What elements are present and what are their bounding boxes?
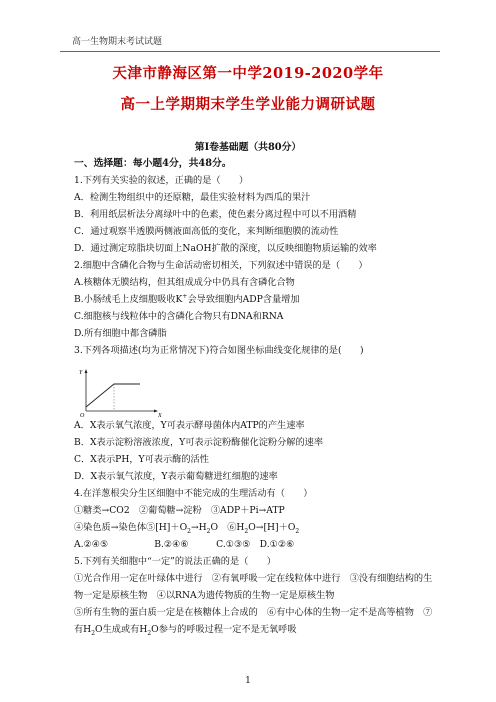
- q1-option-d: D．通过测定琼脂块切面上NaOH扩散的深度，以反映细胞物质运输的效率: [74, 243, 377, 254]
- q5-row-4-c: O参与的呼吸过程一定不是无氧呼吸: [151, 624, 297, 635]
- header-rule: [60, 51, 440, 52]
- graph-y-arrow: [85, 369, 88, 373]
- graph-x-label: X: [158, 413, 162, 417]
- q3-coordinate-graph: [78, 367, 168, 417]
- q4-row-2-s3: 2: [244, 527, 249, 535]
- q3-stem: 3.下列各项描述(均为正常情况下)符合如图坐标曲线变化规律的是( ): [74, 345, 364, 356]
- q5-row-4-a: 有H: [74, 624, 92, 635]
- title-line-1: 天津市静海区第一中学2019-2020学年: [112, 65, 384, 82]
- graph-y-label: Y: [79, 370, 83, 376]
- q3-option-c: C．X表示PH，Y可表示酶的活性: [74, 454, 209, 465]
- part-heading: 一、选择题：每小题4分，共48分。: [74, 158, 232, 169]
- q5-row-1: ①光合作用一定在叶绿体中进行 ②有氧呼吸一定在线粒体中进行 ③没有细胞结构的生: [74, 573, 433, 584]
- q2-option-b-post: 会导致细胞内ADP含量增加: [187, 294, 300, 305]
- q4-options: A.②④⑤ B.②④⑥ C.①③⑤ D.①②⑥: [74, 539, 295, 550]
- q2-option-b: [74, 294, 300, 306]
- page-header: 高一生物期末考试试题: [72, 37, 163, 47]
- q3-option-a: A．X表示氧气浓度，Y可表示酵母菌体内ATP的产生速率: [74, 420, 305, 431]
- q2-option-a: A.核糖体无膜结构，但其组成成分中仍具有含磷化合物: [74, 277, 295, 288]
- page-number: 1: [245, 676, 251, 686]
- q4-row-2-s2: 2: [206, 527, 211, 535]
- q5-row-4: [74, 624, 297, 636]
- q5-stem: 5.下列有关细胞中“一定”的说法正确的是（ ）: [74, 556, 276, 567]
- q2-option-c: C.细胞核与线粒体中的含磷化合物只有DNA和RNA: [74, 311, 284, 322]
- q2-option-b-sup: +: [182, 292, 188, 300]
- q4-stem: 4.在洋葱根尖分生区细胞中不能完成的生理活动有（ ）: [74, 488, 313, 499]
- section-heading: 第Ⅰ卷基础题（共80分）: [194, 142, 302, 153]
- graph-origin-label: O: [80, 413, 85, 417]
- q4-row-2-a: ④染色质→染色体⑤[H]＋O: [74, 522, 188, 533]
- graph-curve: [86, 384, 140, 407]
- q1-option-c: C．通过观察半透膜两侧液面高低的变化，来判断细胞膜的流动性: [74, 226, 339, 237]
- title-line-2: 高一上学期期末学生学业能力调研试题: [120, 96, 376, 113]
- q2-stem: 2.细胞中含磷化合物与生命活动密切相关，下列叙述中错误的是（ ）: [74, 260, 368, 271]
- q5-row-4-b: O生成或有H: [95, 624, 148, 635]
- q1-option-a: A．检测生物组织中的还原糖，最佳实验材料为西瓜的果汁: [74, 192, 311, 203]
- q2-option-d: D.所有细胞中都含磷脂: [74, 328, 167, 339]
- q5-row-4-s1: 2: [91, 629, 96, 637]
- q4-row-2-b: →H: [190, 522, 207, 533]
- q4-row-2: [74, 522, 299, 534]
- q4-row-2-s1: 2: [187, 527, 191, 535]
- q5-row-4-s2: 2: [147, 629, 152, 637]
- q2-option-b-pre: B.小肠绒毛上皮细胞吸收K: [74, 294, 183, 305]
- q4-row-1: ①糖类→CO2 ②葡萄糖→淀粉 ③ADP＋Pi→ATP: [74, 505, 285, 516]
- q4-row-2-c: O ⑥H: [210, 522, 245, 533]
- q3-option-d: D．X表示氧气浓度，Y表示葡萄糖进红细胞的速率: [74, 471, 278, 482]
- q5-row-2: 物一定是原核生物 ④以RNA为遗传物质的生物一定是原核生物: [74, 590, 335, 601]
- q4-row-2-s4: 2: [295, 527, 300, 535]
- q3-option-b: B．X表示淀粉溶液浓度，Y可表示淀粉酶催化淀粉分解的速率: [74, 437, 324, 448]
- q4-row-2-d: O→[H]＋O: [248, 522, 296, 533]
- q1-stem: 1.下列有关实验的叙述，正确的是（ ）: [74, 175, 249, 186]
- q1-option-b: B．利用纸层析法分离绿叶中的色素，使色素分离过程中可以不用酒精: [74, 209, 357, 220]
- q5-row-3: ⑤所有生物的蛋白质一定是在核糖体上合成的 ⑥有中心体的生物一定不是高等植物 ⑦: [74, 607, 433, 618]
